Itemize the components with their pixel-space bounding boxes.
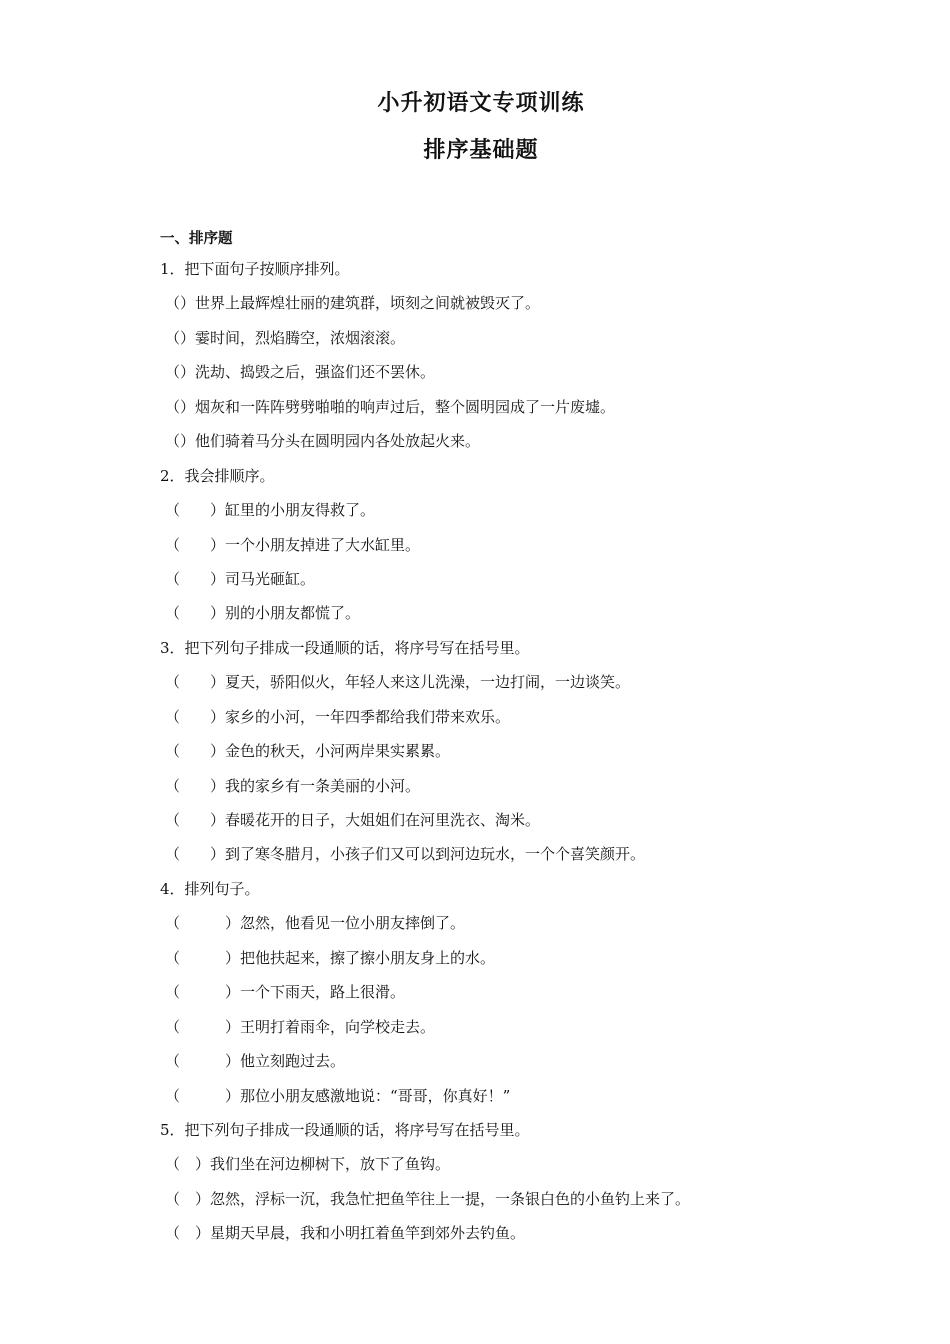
sentence-text: 我们坐在河边柳树下，放下了鱼钩。 — [210, 1155, 451, 1174]
sentence-text: 世界上最辉煌壮丽的建筑群，顷刻之间就被毁灭了。 — [195, 294, 541, 313]
answer-blank[interactable]: （） — [165, 328, 196, 347]
question-3-item — [160, 706, 880, 740]
question-2-item — [160, 499, 880, 533]
question-1-item — [160, 292, 880, 326]
answer-blank[interactable]: （ ） — [165, 501, 226, 520]
sentence-text: 到了寒冬腊月，小孩子们又可以到河边玩水，一个个喜笑颜开。 — [225, 845, 646, 864]
question-3-item — [160, 775, 880, 809]
question-2-item — [160, 602, 880, 636]
answer-blank[interactable]: （ ） — [165, 983, 241, 1002]
question-4-item — [160, 981, 880, 1015]
question-3-title: 3．把下列句子排成一段通顺的话，将序号写在括号里。 — [160, 638, 530, 657]
sentence-text: 王明打着雨伞，向学校走去。 — [240, 1017, 436, 1036]
answer-blank[interactable]: （ ） — [165, 569, 226, 588]
question-4-item — [160, 947, 880, 981]
question-4-item — [160, 912, 880, 946]
question-4-item — [160, 1085, 880, 1119]
answer-blank[interactable]: （） — [165, 397, 196, 416]
document-subtitle: 排序基础题 — [423, 138, 539, 163]
answer-blank[interactable]: （） — [165, 294, 196, 313]
sentence-text: 别的小朋友都慌了。 — [225, 604, 361, 623]
question-5-item — [160, 1188, 880, 1222]
answer-blank[interactable]: （ ） — [165, 1224, 211, 1243]
answer-blank[interactable]: （ ） — [165, 673, 226, 692]
sentence-text: 忽然，他看见一位小朋友摔倒了。 — [240, 914, 466, 933]
sentence-text: 他立刻跑过去。 — [240, 1052, 346, 1071]
answer-blank[interactable]: （ ） — [165, 1052, 241, 1071]
answer-blank[interactable]: （ ） — [165, 1017, 241, 1036]
answer-blank[interactable]: （ ） — [165, 1155, 211, 1174]
sentence-text: 司马光砸缸。 — [225, 569, 316, 588]
question-3-item — [160, 809, 880, 843]
question-3-item — [160, 740, 880, 774]
sentence-text: 他们骑着马分头在圆明园内各处放起火来。 — [195, 432, 481, 451]
question-3-item — [160, 671, 880, 705]
answer-blank[interactable]: （ ） — [165, 535, 226, 554]
question-1-item — [160, 361, 880, 395]
sentence-text: 金色的秋天，小河两岸果实累累。 — [225, 742, 451, 761]
answer-blank[interactable]: （ ） — [165, 845, 226, 864]
sentence-text: 缸里的小朋友得救了。 — [225, 501, 376, 520]
document-title: 小升初语文专项训练 — [377, 91, 585, 116]
question-3-item — [160, 843, 880, 877]
answer-blank[interactable]: （ ） — [165, 604, 226, 623]
question-1-item — [160, 327, 880, 361]
question-1-item — [160, 430, 880, 464]
answer-blank[interactable]: （ ） — [165, 948, 241, 967]
question-1-title: 1．把下面句子按顺序排列。 — [160, 260, 350, 278]
question-5-title: 5．把下列句子排成一段通顺的话，将序号写在括号里。 — [160, 1120, 530, 1139]
sentence-text: 那位小朋友感激地说：“哥哥，你真好！” — [240, 1086, 511, 1105]
answer-blank[interactable]: （） — [165, 432, 196, 451]
sentence-text: 忽然，浮标一沉，我急忙把鱼竿往上一提，一条银白色的小鱼钓上来了。 — [210, 1189, 691, 1208]
section-heading: 一、排序题 — [160, 231, 233, 247]
question-5-item — [160, 1222, 880, 1256]
sentence-text: 烟灰和一阵阵劈劈啪啪的响声过后，整个圆明园成了一片废墟。 — [195, 397, 616, 416]
sentence-text: 夏天，骄阳似火，年轻人来这儿洗澡，一边打闹，一边谈笑。 — [225, 673, 631, 692]
question-5-item — [160, 1153, 880, 1187]
answer-blank[interactable]: （ ） — [165, 811, 226, 829]
sentence-text: 霎时间，烈焰腾空，浓烟滚滚。 — [195, 328, 406, 347]
answer-blank[interactable]: （ ） — [165, 742, 226, 761]
sentence-text: 把他扶起来，擦了擦小朋友身上的水。 — [240, 948, 496, 967]
sentence-text: 一个下雨天，路上很滑。 — [240, 983, 406, 1002]
question-4-item — [160, 1016, 880, 1050]
answer-blank[interactable]: （ ） — [165, 776, 226, 795]
question-list — [160, 258, 880, 1257]
sentence-text: 春暖花开的日子，大姐姐们在河里洗衣、淘米。 — [225, 811, 541, 829]
sentence-text: 我的家乡有一条美丽的小河。 — [225, 776, 421, 795]
sentence-text: 星期天早晨，我和小明扛着鱼竿到郊外去钓鱼。 — [210, 1224, 526, 1243]
question-2-title: 2．我会排顺序。 — [160, 466, 275, 485]
question-2-item — [160, 568, 880, 602]
question-1-item — [160, 396, 880, 430]
answer-blank[interactable]: （ ） — [165, 707, 226, 726]
question-4-title: 4．排列句子。 — [160, 879, 260, 898]
sentence-text: 一个小朋友掉进了大水缸里。 — [225, 535, 421, 554]
answer-blank[interactable]: （ ） — [165, 1086, 241, 1105]
answer-blank[interactable]: （ ） — [165, 1189, 211, 1208]
question-2-item — [160, 534, 880, 568]
answer-blank[interactable]: （ ） — [165, 914, 241, 933]
sentence-text: 家乡的小河，一年四季都给我们带来欢乐。 — [225, 707, 511, 726]
answer-blank[interactable]: （） — [165, 363, 196, 382]
question-4-item — [160, 1050, 880, 1084]
sentence-text: 洗劫、捣毁之后，强盗们还不罢休。 — [195, 363, 436, 382]
